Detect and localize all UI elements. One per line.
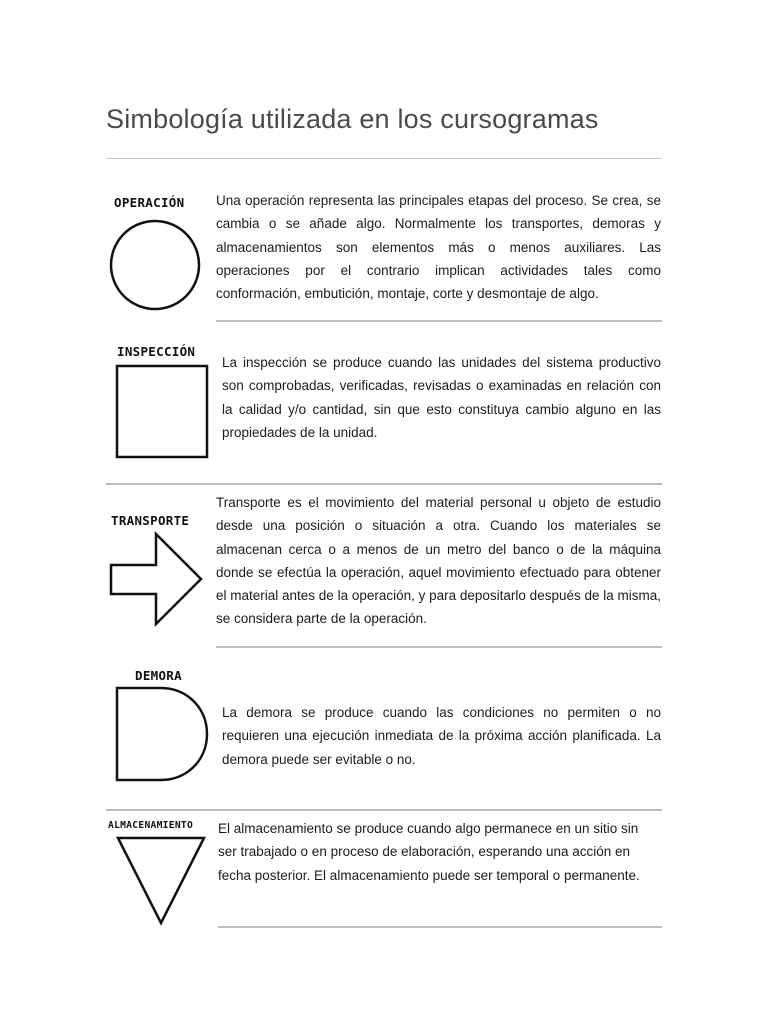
arrow-right-icon <box>108 530 204 628</box>
description-transporte: Transporte es el movimiento del material personal u objeto de estudio desde una posición o situación a otra. Cuando los materiales se almacenan cerca o a menos de un metro del banco o de la máquina donde se efectúa la operación, aquel movimiento efectuado para obtener el material antes de la operación, y para depositarlo después de la misma, se considera parte de la operación. <box>216 495 661 627</box>
symbol-label-demora: DEMORA <box>135 668 182 683</box>
inverted-triangle-icon <box>115 835 207 927</box>
square-icon <box>114 364 210 460</box>
section-divider <box>216 646 662 648</box>
section-divider <box>106 809 662 811</box>
symbol-label-inspeccion: INSPECCIÓN <box>117 344 196 359</box>
description-demora: La demora se produce cuando las condiciones no permiten o no requieren una ejecución inmediata de la próxima acción planificada. La demora puede ser evitable o no. <box>222 705 661 767</box>
section-divider <box>218 926 662 928</box>
symbol-label-transporte: TRANSPORTE <box>111 513 190 528</box>
section-divider <box>216 320 662 322</box>
circle-icon <box>108 218 202 312</box>
description-almacenamiento: El almacenamiento se produce cuando algo permanece en un sitio sin ser trabajado o en proceso de elaboración, esperando una acción en fecha posterior. El almacenamiento puede ser temporal o permanente. <box>218 821 640 883</box>
symbol-label-almacenamiento: ALMACENAMIENTO <box>108 820 194 831</box>
symbol-label-operacion: OPERACIÓN <box>114 195 185 210</box>
d-shape-icon <box>113 685 211 783</box>
page-title: Simbología utilizada en los cursogramas <box>106 104 599 135</box>
description-inspeccion: La inspección se produce cuando las unidades del sistema productivo son comprobadas, verificadas, revisadas o examinadas en relación con la calidad y/o cantidad, sin que esto constituya cambio alguno en las propiedades de la unidad. <box>222 355 661 440</box>
title-divider <box>106 158 662 159</box>
section-divider <box>106 483 662 485</box>
description-operacion: Una operación representa las principales etapas del proceso. Se crea, se cambia o se añade algo. Normalmente los transportes, demoras y almacenamientos son elementos más o menos auxiliares. Las operaciones por el contrario implican actividades tales como conformación, embutición, montaje, corte y desmontaje de algo. <box>216 193 661 302</box>
